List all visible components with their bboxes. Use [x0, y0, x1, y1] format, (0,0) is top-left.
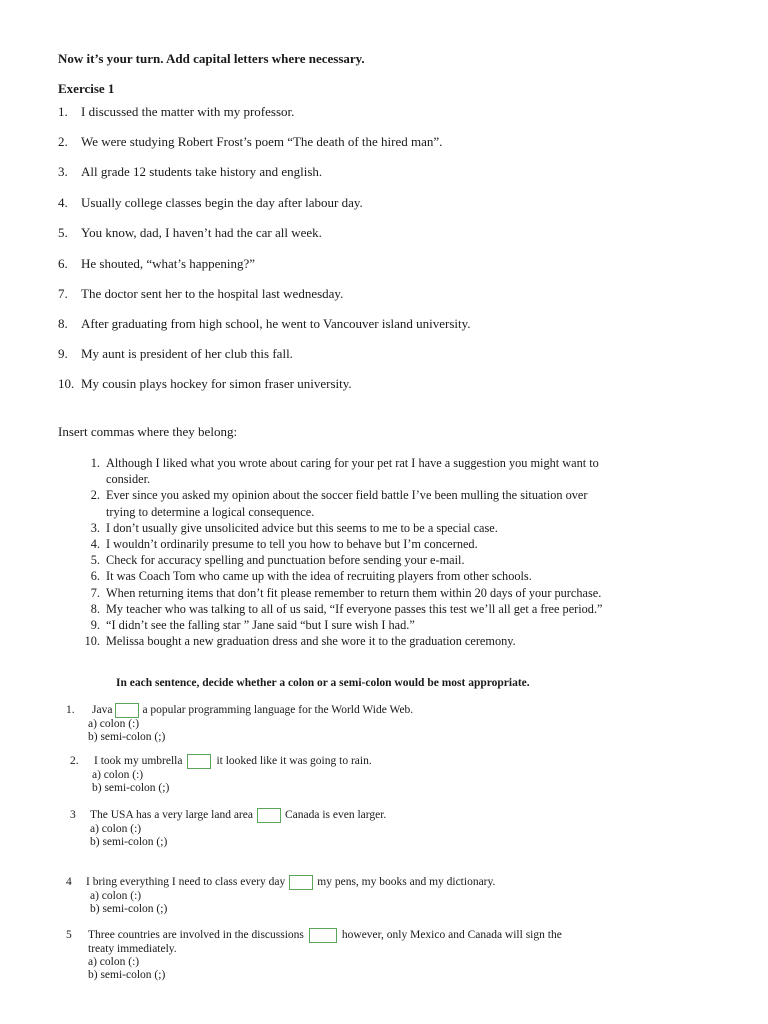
list-item: 7. The doctor sent her to the hospital last wednesday. — [58, 286, 344, 301]
list-item: 5. You know, dad, I haven’t had the car all week. — [58, 225, 322, 240]
option-semicolon[interactable]: b) semi-colon (;) — [90, 836, 168, 848]
option-semicolon[interactable]: b) semi-colon (;) — [88, 969, 166, 981]
list-item: 4. I wouldn’t ordinarily presume to tell you how to behave but I’m concerned. — [90, 537, 478, 552]
list-item: 2. Ever since you asked my opinion about the soccer field battle I’ve been mulling the situation over trying to determine a logical consequence. — [90, 488, 588, 519]
answer-blank[interactable] — [115, 703, 139, 718]
option-colon[interactable]: a) colon (:) — [90, 890, 142, 902]
option-colon[interactable]: a) colon (:) — [92, 769, 144, 781]
option-semicolon[interactable]: b) semi-colon (;) — [92, 782, 170, 794]
list-item: 8. After graduating from high school, he went to Vancouver island university. — [58, 316, 471, 331]
colon-question: 5 Three countries are involved in the discussions however, only Mexico and Canada will sign the treaty immediately. a) colon (:) b) semi-colon (;) — [66, 929, 562, 981]
colon-question: 4 I bring everything I need to class every day my pens, my books and my dictionary. a) colon (:) b) semi-colon (;) — [66, 876, 496, 915]
option-colon[interactable]: a) colon (:) — [90, 823, 142, 835]
colon-question: 2. I took my umbrella it looked like it was going to rain. a) colon (:) b) semi-colon (;) — [70, 755, 372, 794]
answer-blank[interactable] — [289, 875, 313, 890]
commas-list — [78, 455, 678, 649]
commas-heading: Insert commas where they belong: — [58, 424, 238, 439]
list-item: 1. I discussed the matter with my professor. — [58, 104, 295, 119]
list-item: 6. It was Coach Tom who came up with the idea of recruiting players from other schools. — [90, 569, 532, 584]
page-title: Now it’s your turn. Add capital letters where necessary. — [58, 51, 365, 66]
list-item: 9. “I didn’t see the falling star ” Jane said “but I sure wish I had.” — [90, 618, 415, 633]
list-item: 8. My teacher who was talking to all of us said, “If everyone passes this test we’ll all get a free period.” — [90, 601, 603, 616]
option-semicolon[interactable]: b) semi-colon (;) — [90, 903, 168, 915]
answer-blank[interactable] — [309, 928, 337, 943]
colon-question: 3 The USA has a very large land area Canada is even larger. a) colon (:) b) semi-colon (;) — [70, 809, 387, 848]
answer-blank[interactable] — [187, 754, 211, 769]
list-item: 4. Usually college classes begin the day after labour day. — [58, 195, 363, 210]
exercise-1-heading: Exercise 1 — [58, 81, 115, 96]
list-item: 10. Melissa bought a new graduation dress and she wore it to the graduation ceremony. — [84, 634, 516, 649]
option-colon[interactable]: a) colon (:) — [88, 718, 140, 730]
list-item: 3. I don’t usually give unsolicited advice but this seems to me to be a special case. — [90, 520, 498, 535]
list-item: 5. Check for accuracy spelling and punctuation before sending your e-mail. — [90, 553, 465, 568]
list-item: 2. We were studying Robert Frost’s poem “The death of the hired man”. — [58, 134, 443, 149]
colon-question: 1. Java a popular programming language for the World Wide Web. a) colon (:) b) semi-colon (;) — [66, 704, 414, 743]
option-semicolon[interactable]: b) semi-colon (;) — [88, 731, 166, 743]
list-item: 1. Although I liked what you wrote about caring for your pet rat I have a suggestion you might want to consider. — [90, 456, 599, 487]
list-item: 3. All grade 12 students take history and english. — [58, 164, 323, 179]
answer-blank[interactable] — [257, 808, 281, 823]
list-item: 7. When returning items that don’t fit please remember to return them within 20 days of your purchase. — [90, 585, 602, 600]
list-item: 6. He shouted, “what’s happening?” — [58, 256, 256, 271]
list-item: 9. My aunt is president of her club this fall. — [58, 346, 293, 361]
list-item: 10. My cousin plays hockey for simon fraser university. — [58, 376, 352, 391]
colons-heading: In each sentence, decide whether a colon or a semi-colon would be most appropriate. — [116, 677, 530, 689]
option-colon[interactable]: a) colon (:) — [88, 956, 140, 968]
